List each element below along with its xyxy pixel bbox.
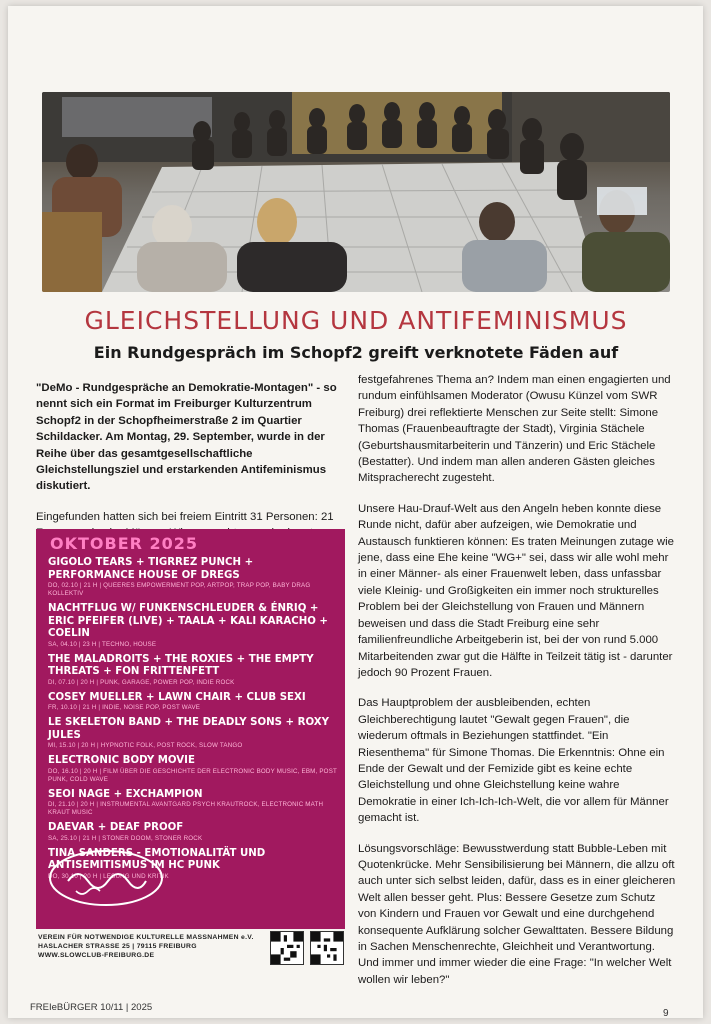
event-item xyxy=(48,603,338,649)
organization-info xyxy=(38,933,254,960)
qr-code-icon xyxy=(270,931,304,965)
article-paragraph: festgefahrenes Thema an? Indem man einen engagierten und rundum einfühlsamen Moderator (Owusu Künzel vom SWR Freiburg) drei reflektierte Menschen zur Seite stellt: Simone Thomas (Frauenbeauftragte der Stadt), Virginia Stächele (Geburtshausmitarbeiterin und Tänzerin) und Eric Stächele (Bestatter). Und indem man allen anderen Gästen gleiches Mitspracherecht zugesteht. xyxy=(358,374,671,485)
slowclub-logo-graphic xyxy=(46,847,166,909)
event-item xyxy=(48,692,338,713)
page-number: 9 xyxy=(663,1008,669,1019)
org-website[interactable]: WWW.SLOWCLUB-FREIBURG.DE xyxy=(38,952,155,959)
event-title: TINA SANDERS - EMOTIONALITÄT UND ANTISEMITISMUS IM HC PUNK xyxy=(48,847,266,871)
event-item xyxy=(48,557,338,598)
event-item xyxy=(48,822,338,843)
event-meta: DI, 21.10 | 20 H | INSTRUMENTAL AVANTGARD PSYCH KRAUTROCK, ELECTRONIC MATH KRAUT MUSIC xyxy=(48,801,324,816)
event-title: NACHTFLUG W/ FUNKENSCHLEUDER & ÉNRIQ + ERIC PFEIFER (LIVE) + TAALA + KALI KARACHO + COELIN xyxy=(48,603,328,639)
article-subtitle: Ein Rundgespräch im Schopf2 greift verknotete Fäden auf xyxy=(93,343,619,362)
event-title: ELECTRONIC BODY MOVIE xyxy=(48,755,195,766)
magazine-footer: FREIeBÜRGER 10/11 | 2025 xyxy=(30,1002,153,1013)
event-list xyxy=(48,557,338,886)
qr-code-graphic xyxy=(271,932,303,964)
article-paragraph: Das Hauptproblem der ausbleibenden, echten Gleichberechtigung lautet "Gewalt gegen Frauen", die wiederum oftmals in Beziehungen stattfindet. "Ein Riesenthema" für Simone Thomas. Die Erkenntnis: Ohne ein Ende der Gewalt und der Femizide gibt es keine echte Gleichstellung und ohne Gleichstellung keine wahre Demokratie in einer Ich-Ich-Ich-Welt, die vor allem für Männer gemacht ist. xyxy=(358,697,669,825)
article-paragraph: Lösungsvorschläge: Bewusstwerdung statt Bubble-Leben mit Quotenkrücke. Mehr Sensibilisierung bei Männern, die allzu oft auch unter sich selbst leiden, dafür, dass es in einer gleicheren Welt allen besser geht. Plus: Bessere Gesetze zum Schutz von Kindern und Frauen vor Gewalt und eine durchgehend konsequente Aufklärung solcher Gewalttaten. Bessere Bildung in Sachen Menschenrechte, Gleichheit und Verantwortung. Und immer und immer wieder die eine Frage: "In welcher Welt wollen wir leben?" xyxy=(358,842,676,986)
event-title: THE MALADROITS + THE ROXIES + THE EMPTY THREATS + FON FRITTENFETT xyxy=(48,653,314,677)
ad-footer xyxy=(36,931,345,977)
org-name: VEREIN FÜR NOTWENDIGE KULTURELLE MASSNAHMEN e.V. xyxy=(38,934,254,941)
slowclub-logo xyxy=(46,847,166,909)
qr-code-graphic xyxy=(311,932,343,964)
event-item xyxy=(48,654,338,687)
right-column xyxy=(358,372,676,1002)
event-item xyxy=(48,717,338,750)
event-item xyxy=(48,789,338,818)
magazine-page xyxy=(8,6,703,1018)
event-meta: DO, 16.10 | 20 H | FILM ÜBER DIE GESCHICHTE DER ELECTRONIC BODY MUSIC, EBM, POST PUNK, COLD WAVE xyxy=(48,767,337,783)
event-meta: DI, 07.10 | 20 H | PUNK, GARAGE, POWER POP, INDIE ROCK xyxy=(48,678,235,686)
slowclub-advertisement xyxy=(36,529,345,929)
event-title: LE SKELETON BAND + THE DEADLY SONS + ROXY JULES xyxy=(48,717,330,741)
qr-code-icon xyxy=(310,931,344,965)
event-title: DAEVAR + DEAF PROOF xyxy=(48,822,184,833)
article-paragraph: Eingefunden hatten sich bei freiem Eintritt 31 Personen: 21 xyxy=(36,510,334,523)
event-meta: MI, 15.10 | 20 H | HYPNOTIC FOLK, POST ROCK, SLOW TANGO xyxy=(48,742,243,749)
article-title: GLEICHSTELLUNG UND ANTIFEMINISMUS xyxy=(84,306,628,335)
event-meta: SA, 04.10 | 23 H | TECHNO, HOUSE xyxy=(48,640,157,648)
org-address: HASLACHER STRASSE 25 | 79115 FREIBURG xyxy=(38,943,197,950)
event-title: SEOI NAGE + EXCHAMPION xyxy=(48,788,203,800)
ad-month-heading: OKTOBER 2025 xyxy=(50,534,199,553)
event-title: COSEY MUELLER + LAWN CHAIR + CLUB SEXI xyxy=(48,691,306,703)
event-meta: FR, 10.10 | 21 H | INDIE, NOISE POP, POST WAVE xyxy=(48,704,201,711)
article-paragraph: Unsere Hau-Drauf-Welt aus den Angeln heben konnte diese Runde nicht, dafür aber aufzeigen, wie Demokratie und Austausch funktieren können: Es traten Meinungen zutage wie jene, dass eine Ehe keine "WG+" sei, dass wir alle wohl mehr in einer Männer- als einer Frauenwelt leben, dass unfassbar viele Kleinig- und Großigkeiten ein immer noch strukturelles Problem bei der Gleichstellung von Frauen und Männern beweisen und dass die Stadt Freiburg eine sehr familienfreundliche Arbeitgeberin ist, bei der von rund 5.000 Mitarbeitenden zwar gut die Hälfte in Teilzeit tätig ist - darunter jedoch 90 Prozent Frauen. xyxy=(358,502,674,679)
photo-illustration xyxy=(42,92,670,292)
event-photo xyxy=(42,92,670,292)
event-meta: DO, 02.10 | 21 H | QUEERES EMPOWERMENT POP, ARTPOP, TRAP POP, BABY DRAG KOLLEKTIV xyxy=(48,582,311,597)
event-meta: DO, 30.10 | 20 H | LESUNG UND KRITIK xyxy=(48,872,169,880)
event-meta: SA, 25.10 | 21 H | STONER DOOM, STONER ROCK xyxy=(48,834,203,842)
article-intro: "DeMo - Rundgespräche an Demokratie-Montagen" - so nennt sich ein Format im Freiburger Kulturzentrum Schopf2 in der Schopfheimerstraße 2 im Quartier Schildacker. Am Montag, 29. September, wurde in der Reihe über das gesamtgesellschaftliche Gleichstellungsziel und erstarkenden Antifeminismus diskutiert. xyxy=(36,382,337,493)
event-item xyxy=(48,755,338,784)
event-title: GIGOLO TEARS + TIGRREZ PUNCH + PERFORMANCE HOUSE OF DREGS xyxy=(48,557,254,581)
